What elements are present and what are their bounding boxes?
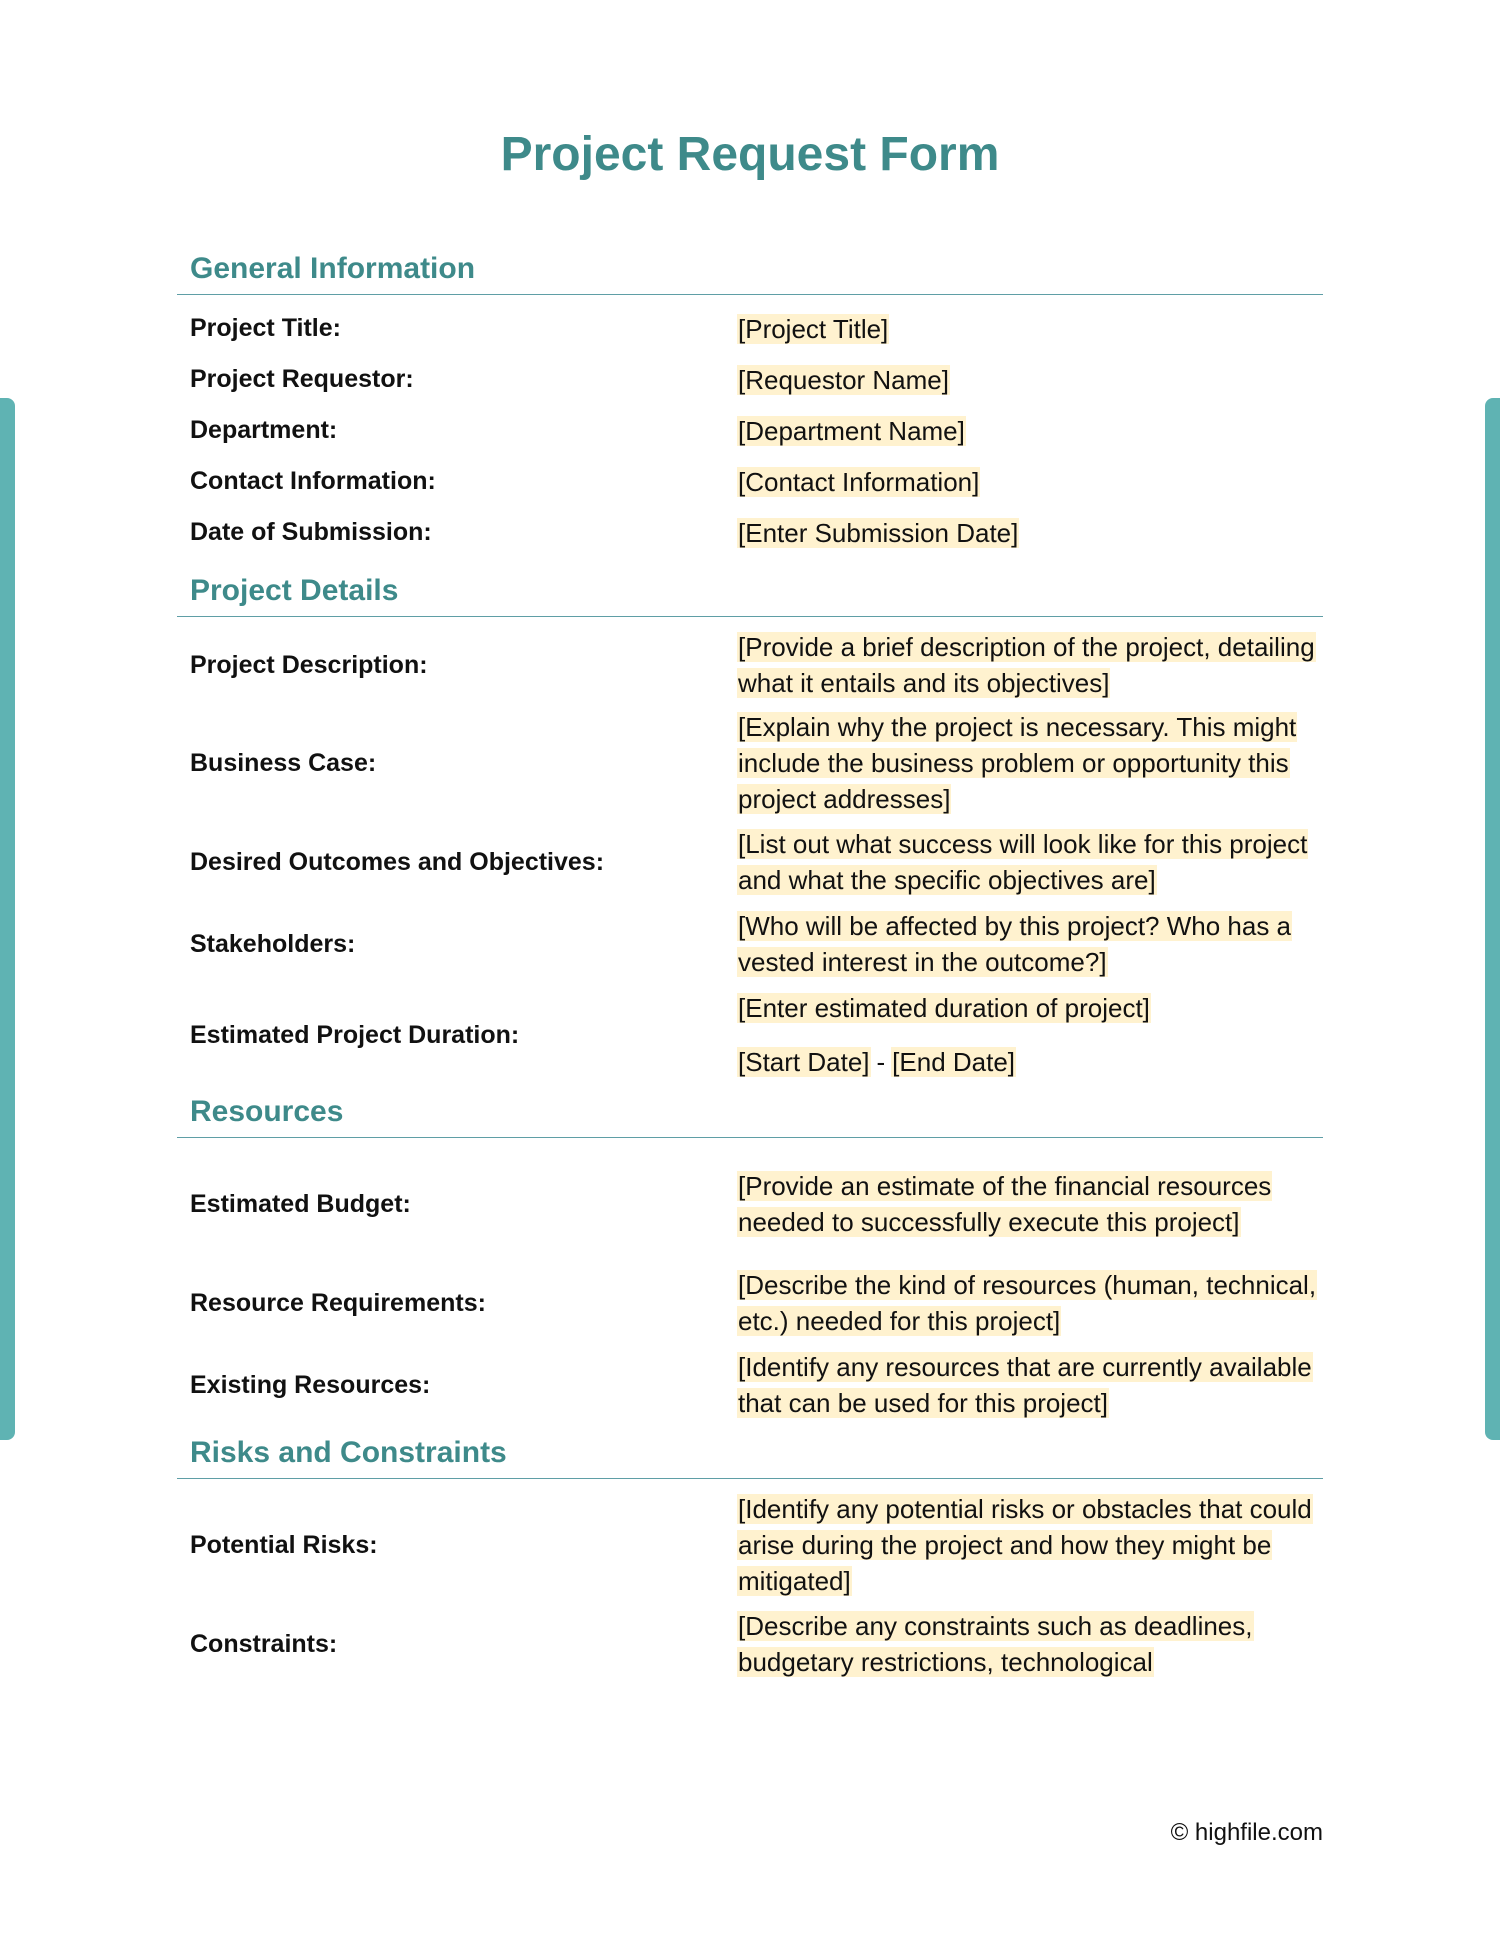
form-row-constraints [177,1603,1323,1685]
field-label: Existing Resources: [190,1370,431,1399]
contact-information-field[interactable]: [Contact Information] [738,466,980,497]
form-row-project-requestor [177,354,1323,405]
field-label: Project Title: [190,314,341,342]
field-label: Stakeholders: [190,929,356,958]
form-row-resource-requirements [177,1262,1323,1344]
copyright-footer: © highfile.com [1170,1819,1323,1846]
field-label: Project Description: [190,650,428,679]
field-label: Potential Risks: [190,1530,378,1559]
field-label: Estimated Budget: [190,1189,411,1218]
left-accent-bar [0,398,15,1440]
right-accent-bar [1485,398,1500,1440]
section-general-information [177,248,1323,558]
resource-requirements-field[interactable]: [Describe the kind of resources (human, technical, etc.) needed for this project] [738,1270,1317,1336]
section-title: Risks and Constraints [177,1432,1323,1479]
estimated-budget-field[interactable]: [Provide an estimate of the financial resources needed to successfully execute this project] [738,1171,1272,1237]
form-row-contact-information [177,456,1323,507]
department-name-field[interactable]: [Department Name] [738,415,965,446]
section-title: Resources [177,1091,1323,1138]
field-label: Date of Submission: [190,518,432,546]
form-row-estimated-budget [177,1146,1323,1262]
field-label: Project Requestor: [190,365,414,393]
stakeholders-field[interactable]: [Who will be affected by this project? Who has a vested interest in the outcome?] [738,911,1292,977]
form-row-existing-resources [177,1344,1323,1426]
date-range-separator: - [876,1047,886,1077]
field-label: Constraints: [190,1629,338,1658]
section-risks-constraints [177,1432,1323,1685]
constraints-field[interactable]: [Describe any constraints such as deadlines, budgetary restrictions, technological [738,1611,1253,1677]
form-row-business-case [177,705,1323,821]
field-label: Department: [190,416,338,444]
project-title-field[interactable]: [Project Title] [738,313,889,344]
submission-date-field[interactable]: [Enter Submission Date] [738,517,1019,548]
section-title: Project Details [177,570,1323,617]
potential-risks-field[interactable]: [Identify any potential risks or obstacles that could arise during the project and how they might be mitigated] [738,1494,1312,1596]
field-label: Estimated Project Duration: [190,1020,520,1049]
form-row-department [177,405,1323,456]
page-title: Project Request Form [500,128,1000,181]
field-label: Contact Information: [190,467,436,495]
requestor-name-field[interactable]: [Requestor Name] [738,364,949,395]
field-label: Desired Outcomes and Objectives: [190,847,605,876]
form-row-desired-outcomes [177,821,1323,903]
estimated-duration-field[interactable]: [Enter estimated duration of project] [738,993,1150,1023]
existing-resources-field[interactable]: [Identify any resources that are currently available that can be used for this project] [738,1352,1312,1418]
field-label: Business Case: [190,748,377,777]
section-title: General Information [177,248,1323,295]
desired-outcomes-field[interactable]: [List out what success will look like for this project and what the specific objectives are] [738,829,1308,895]
section-project-details [177,570,1323,1085]
business-case-field[interactable]: [Explain why the project is necessary. This might include the business problem or opportunity this project addresses] [738,712,1297,814]
form-body [177,248,1323,1685]
section-resources [177,1091,1323,1426]
field-label: Resource Requirements: [190,1288,486,1317]
form-row-potential-risks [177,1487,1323,1603]
end-date-field[interactable]: [End Date] [892,1047,1016,1077]
form-row-project-title [177,303,1323,354]
project-description-field[interactable]: [Provide a brief description of the project, detailing what it entails and its objectives] [738,632,1315,698]
form-row-stakeholders [177,903,1323,985]
form-row-estimated-duration [177,985,1323,1085]
start-date-field[interactable]: [Start Date] [738,1047,870,1077]
form-row-date-of-submission [177,507,1323,558]
form-row-project-description [177,625,1323,705]
